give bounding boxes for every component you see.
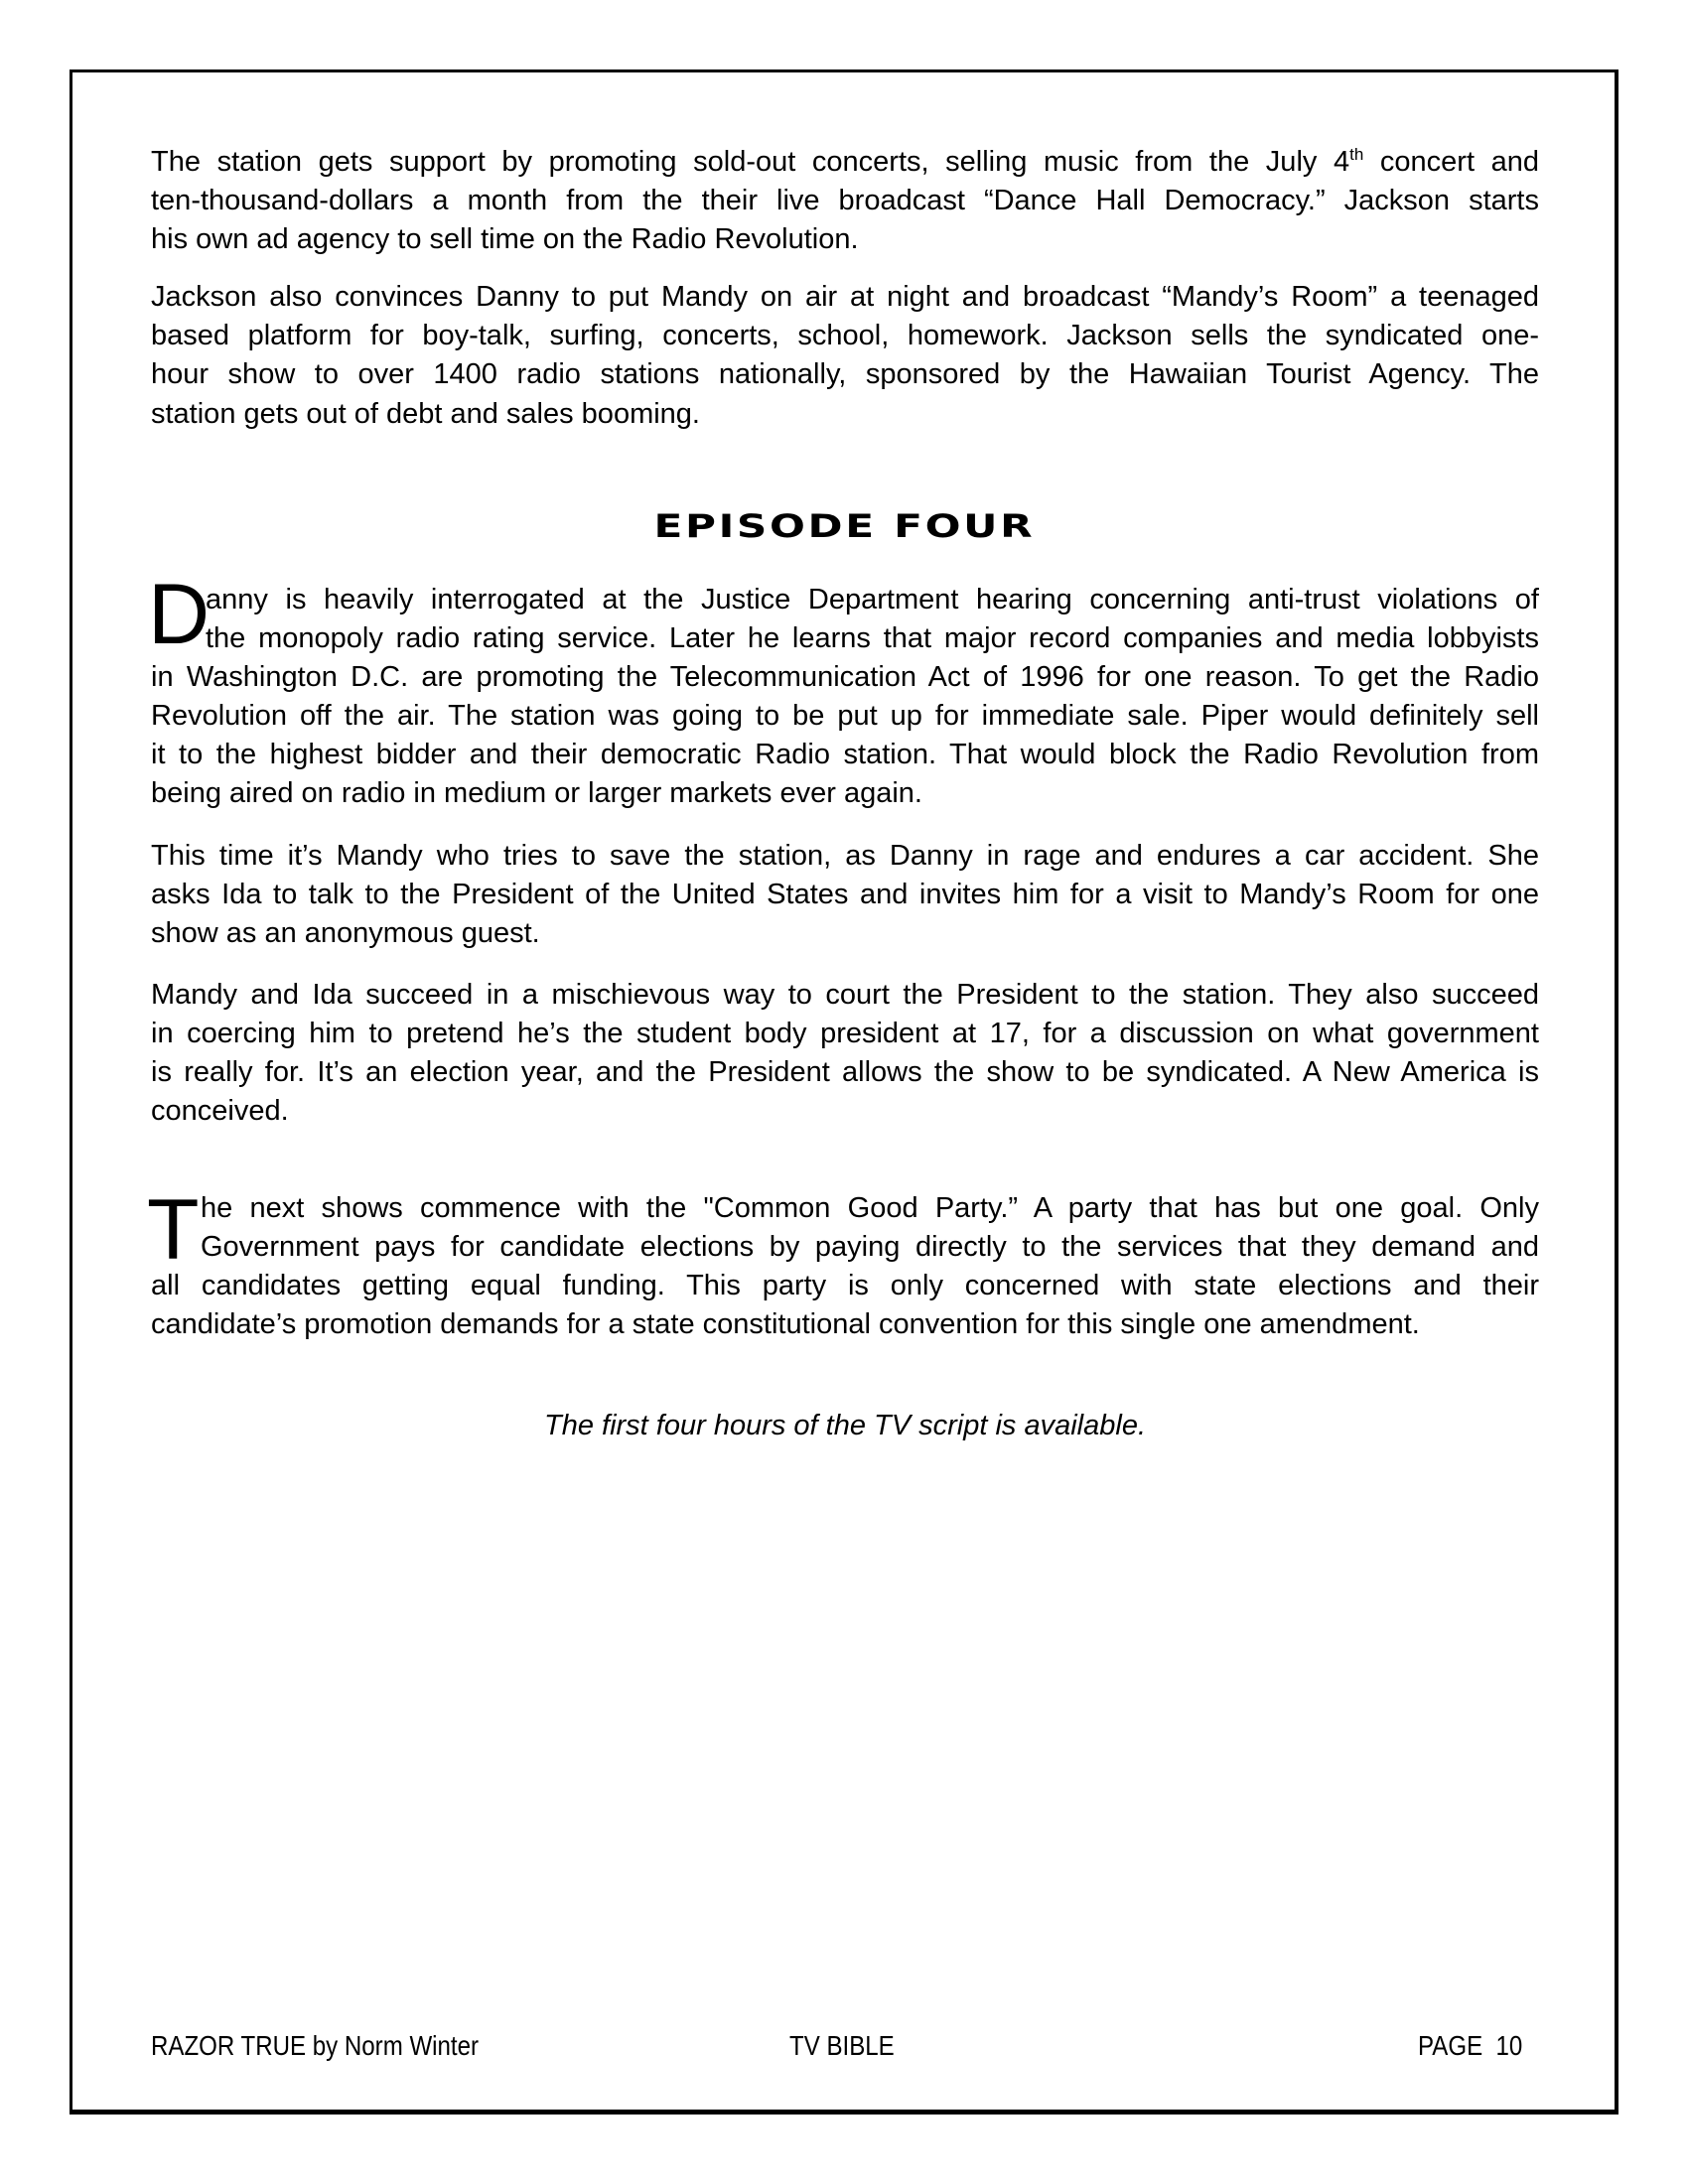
footer-page-number	[1418, 2030, 1539, 2062]
paragraph-3-line-6: being aired on radio in medium or larger markets ever again.	[151, 777, 922, 809]
paragraph-5-line-4: conceived.	[151, 1095, 289, 1127]
paragraph-2-line-1: Jackson also convinces Danny to put Mandy on air at night and broadcast “Mandy’s Room” a teenaged	[151, 281, 1539, 313]
paragraph-3-line-5: it to the highest bidder and their democratic Radio station. That would block the Radio Revolution from	[151, 739, 1539, 770]
footer-doc-type	[789, 2030, 912, 2062]
text-run: concert and	[1363, 146, 1539, 178]
text-run: The station gets support by promoting sold-out concerts, selling music from the July 4	[151, 146, 1350, 178]
paragraph-2-line-4: station gets out of debt and sales booming.	[151, 398, 700, 430]
paragraph-6-line-2: Government pays for candidate elections by paying directly to the services that they demand and	[201, 1231, 1539, 1263]
paragraph-5-line-1: Mandy and Ida succeed in a mischievous way to court the President to the station. They also succeed	[151, 979, 1539, 1011]
drop-cap: T	[147, 1182, 200, 1278]
paragraph-4-line-1: This time it’s Mandy who tries to save the station, as Danny in rage and endures a car accident. She	[151, 840, 1539, 872]
paragraph-6-line-3: all candidates getting equal funding. This party is only concerned with state elections and their	[151, 1270, 1539, 1301]
paragraph-2-line-3: hour show to over 1400 radio stations nationally, sponsored by the Hawaiian Tourist Agency. The	[151, 358, 1539, 390]
paragraph-6-line-1: he next shows commence with the "Common Good Party.” A party that has but one goal. Only	[201, 1192, 1539, 1224]
footer-title	[151, 2030, 532, 2062]
paragraph-1-line-2: ten-thousand-dollars a month from the their live broadcast “Dance Hall Democracy.” Jackson starts	[151, 185, 1539, 216]
paragraph-3-line-4: Revolution off the air. The station was going to be put up for immediate sale. Piper would definitely sell	[151, 700, 1539, 732]
footer-page-number-text: PAGE 10	[1418, 2030, 1523, 2061]
paragraph-1-line-3: his own ad agency to sell time on the Radio Revolution.	[151, 223, 859, 255]
paragraph-4-line-2: asks Ida to talk to the President of the United States and invites him for a visit to Mandy’s Room for one	[151, 879, 1539, 910]
paragraph-3-line-1: anny is heavily interrogated at the Justice Department hearing concerning anti-trust violations of	[206, 584, 1539, 615]
drop-cap: D	[148, 567, 211, 662]
footer-doc-type-text: TV BIBLE	[789, 2030, 895, 2061]
paragraph-3-line-2: the monopoly radio rating service. Later he learns that major record companies and media lobbyists	[206, 622, 1539, 654]
paragraph-2-line-2: based platform for boy-talk, surfing, concerts, school, homework. Jackson sells the syndicated one-	[151, 320, 1539, 351]
paragraph-4-line-3: show as an anonymous guest.	[151, 917, 540, 949]
ordinal-superscript: th	[1349, 145, 1364, 164]
paragraph-5-line-2: in coercing him to pretend he’s the student body president at 17, for a discussion on what government	[151, 1018, 1539, 1049]
paragraph-6-line-4: candidate’s promotion demands for a state constitutional convention for this single one amendment.	[151, 1308, 1420, 1340]
paragraph-1-line-1	[151, 145, 1539, 179]
section-heading-text: EPISODE FOUR	[653, 507, 1035, 545]
footer-title-text: RAZOR TRUE by Norm Winter	[151, 2030, 480, 2061]
section-heading	[0, 508, 1688, 544]
paragraph-5-line-3: is really for. It’s an election year, and the President allows the show to be syndicated. A New America is	[151, 1056, 1539, 1088]
paragraph-3-line-3: in Washington D.C. are promoting the Telecommunication Act of 1996 for one reason. To get the Radio	[151, 661, 1539, 693]
closing-note: The first four hours of the TV script is available.	[543, 1410, 1147, 1441]
